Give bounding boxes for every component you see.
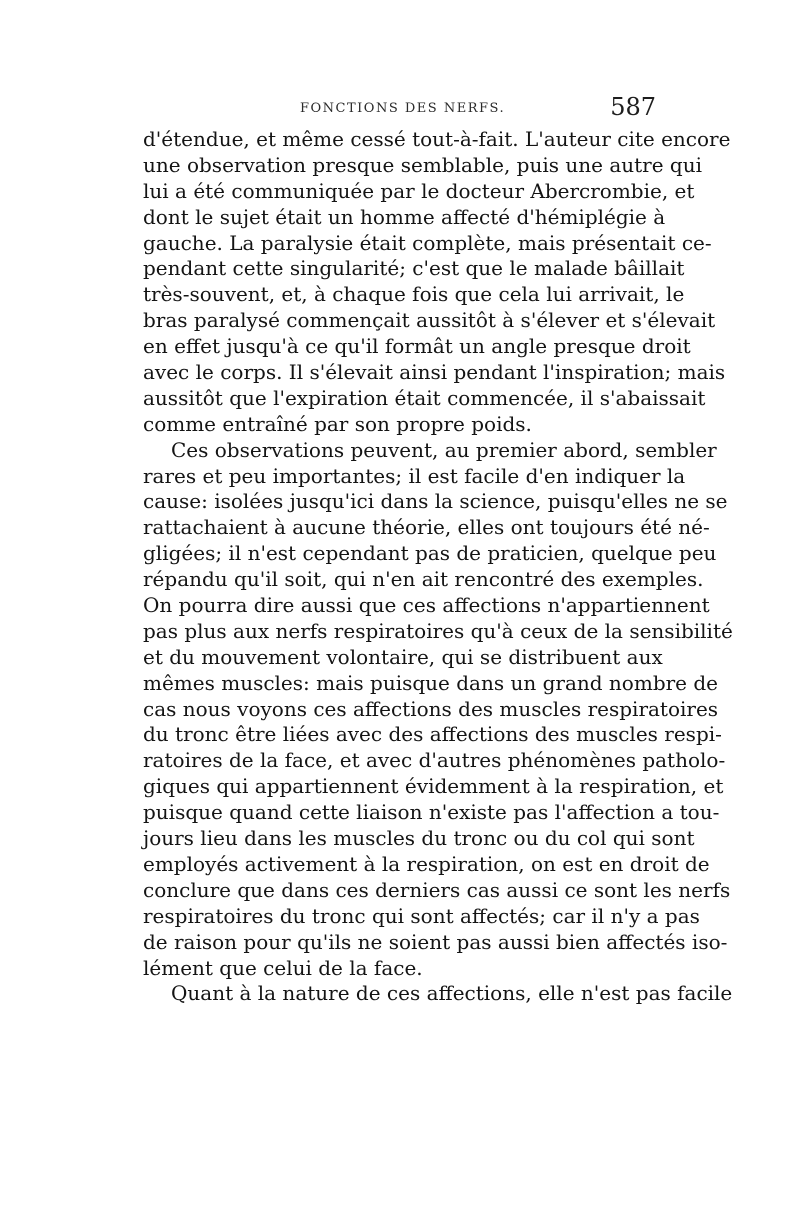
text-line: dont le sujet était un homme affecté d'hémiplégie à [143, 204, 666, 229]
text-line: lément que celui de la face. [143, 955, 423, 980]
page-number: 587 [610, 93, 656, 121]
text-line: cause: isolées jusqu'ici dans la science, puisqu'elles ne se [143, 489, 728, 514]
body-text [143, 127, 733, 1006]
text-line: d'étendue, et même cessé tout-à-fait. L'auteur cite encore [143, 127, 731, 151]
text-line: ratoires de la face, et avec d'autres phénomènes patholo- [143, 748, 726, 773]
text-line: pas plus aux nerfs respiratoires qu'à ceux de la sensibilité [143, 618, 733, 643]
text-line: du tronc être liées avec des affections des muscles respi- [143, 722, 722, 747]
text-line: avec le corps. Il s'élevait ainsi pendant l'inspiration; mais [143, 360, 726, 385]
text-line: mêmes muscles: mais puisque dans un grand nombre de [143, 670, 719, 695]
paragraph [143, 437, 733, 982]
text-line: Ces observations peuvent, au premier abord, sembler [171, 437, 717, 462]
text-line: giques qui appartiennent évidemment à la respiration, et [143, 774, 724, 799]
running-title: FONCTIONS DES NERFS. [300, 101, 506, 116]
text-line: comme entraîné par son propre poids. [143, 411, 532, 436]
page-header [140, 93, 656, 129]
paragraph [143, 127, 731, 438]
text-line: en effet jusqu'à ce qu'il formât un angle presque droit [143, 334, 691, 359]
text-line: On pourra dire aussi que ces affections n'appartiennent [143, 593, 710, 618]
text-line: respiratoires du tronc qui sont affectés; car il n'y a pas [143, 903, 700, 928]
text-line: gligées; il n'est cependant pas de praticien, quelque peu [143, 541, 717, 566]
text-line: cas nous voyons ces affections des muscles respiratoires [143, 696, 719, 721]
text-line: jours lieu dans les muscles du tronc ou du col qui sont [143, 826, 695, 851]
text-line: lui a été communiquée par le docteur Abercrombie, et [143, 178, 695, 203]
text-line: très-souvent, et, à chaque fois que cela lui arrivait, le [143, 282, 685, 307]
text-line: gauche. La paralysie était complète, mais présentait ce- [143, 230, 712, 255]
text-line: bras paralysé commençait aussitôt à s'élever et s'élevait [143, 308, 716, 333]
text-line: conclure que dans ces derniers cas aussi ce sont les nerfs [143, 877, 731, 902]
text-line: puisque quand cette liaison n'existe pas l'affection a tou- [143, 800, 720, 825]
paragraph [143, 981, 733, 1006]
text-line: Quant à la nature de ces affections, elle n'est pas facile [171, 981, 733, 1006]
text-line: rares et peu importantes; il est facile d'en indiquer la [143, 463, 686, 488]
text-line: et du mouvement volontaire, qui se distribuent aux [143, 644, 663, 669]
text-line: aussitôt que l'expiration était commencée, il s'abaissait [143, 385, 706, 410]
text-line: pendant cette singularité; c'est que le malade bâillait [143, 256, 685, 281]
text-line: répandu qu'il soit, qui n'en ait rencontré des exemples. [143, 567, 704, 592]
text-line: rattachaient à aucune théorie, elles ont toujours été né- [143, 515, 710, 540]
text-line: une observation presque semblable, puis une autre qui [143, 152, 703, 177]
text-line: de raison pour qu'ils ne soient pas aussi bien affectés iso- [143, 929, 728, 954]
text-line: employés activement à la respiration, on est en droit de [143, 851, 710, 876]
